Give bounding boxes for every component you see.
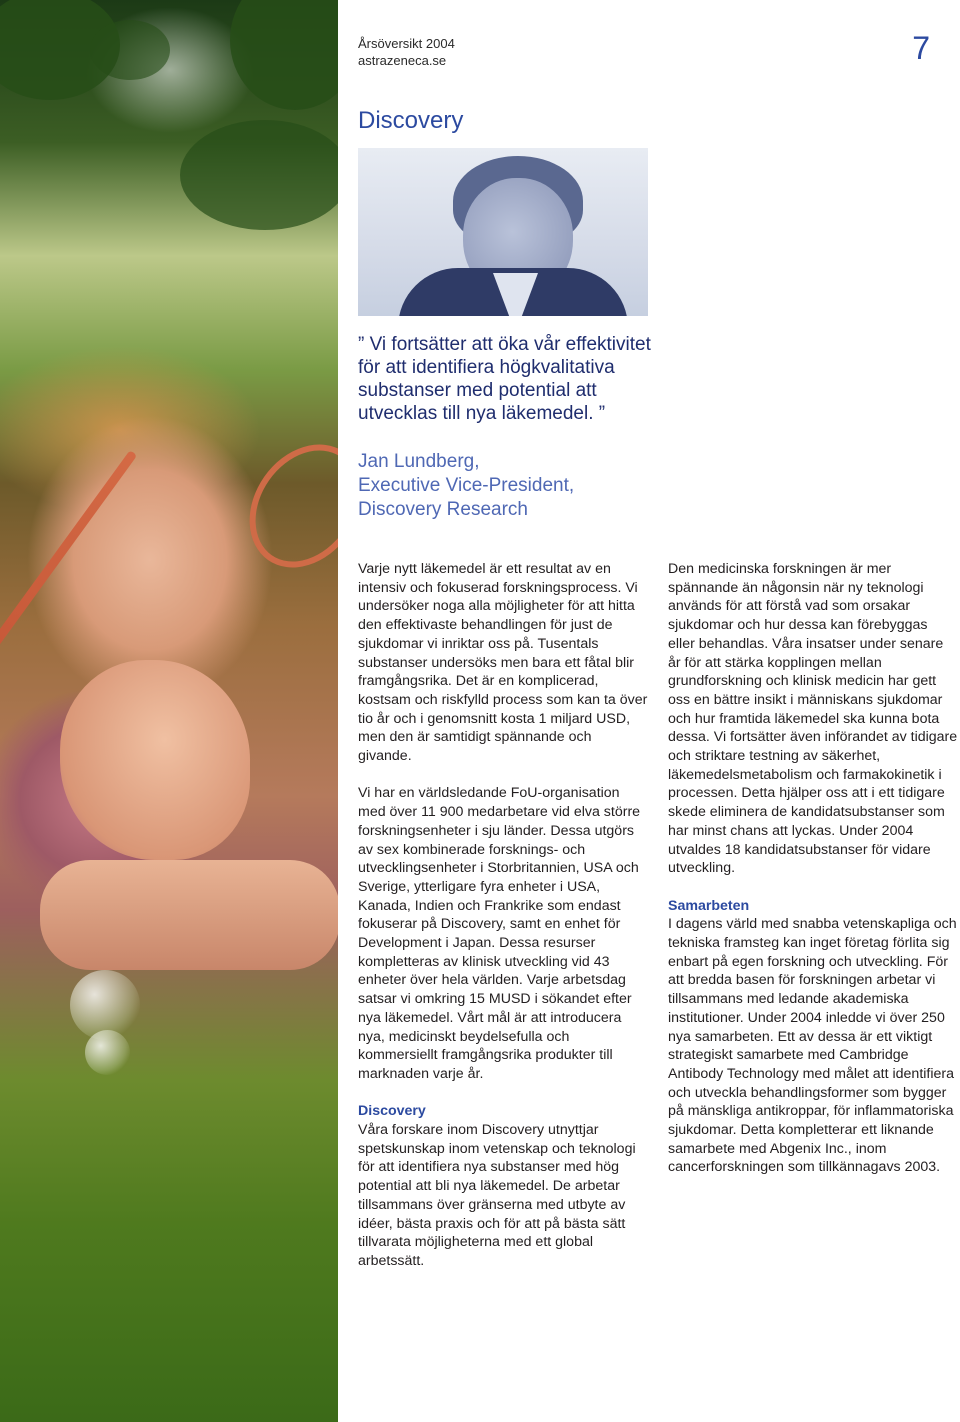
body-column-right	[668, 560, 958, 1196]
report-title: Årsöversikt 2004	[358, 36, 455, 51]
quote-author	[358, 450, 658, 522]
body-paragraph: Våra forskare inom Discovery utnyttjar spetskunskap inom vetenskap och teknologi för att identifiera nya substanser med hög potential att bli nya läkemedel. De arbetar tillsammans över gränserna med utbyte av idéer, bästa praxis och för att på bästa sätt tillvarata möjligheterna med ett global arbetssätt.	[358, 1122, 636, 1269]
author-line: Jan Lundberg,	[358, 451, 480, 472]
child-with-bubble-wand-photo	[0, 0, 338, 1422]
body-paragraph: Den medicinska forskningen är mer spännande än någonsin när ny teknologi används för att förstå vad som orsakar sjukdomar och hur dessa kan förebyggas eller behandlas. Våra insatser under senare år för att stärka kopplingen mellan grundforskning och klinisk medicin har gett oss en bättre insikt i människans sjukdomar och hur framtida läkemedel ska kunna bota dessa. Vi fortsätter även införandet av tidigare och striktare testning av säkerhet, läkemedelsmetabolism och farmakokinetik i processen. Detta hjälper oss att i ett tidigare skede eliminera de kandidatsubstanser som har minst chans att lyckas. Under 2004 utvaldes 18 kandidatsubstanser för vidare utveckling.	[668, 561, 958, 877]
author-line: Executive Vice-President,	[358, 475, 575, 496]
executive-portrait-photo	[358, 148, 648, 316]
body-paragraph: Varje nytt läkemedel är ett resultat av en intensiv och fokuserad forskningsprocess. Vi undersöker noga alla möjligheter för att hitta den effektivaste behandlingen för just de sjukdomar vi inriktar oss på. Tusentals substanser undersöks men bara ett fåtal blir framgångsrika. Det är en komplicerad, kostsam och riskfylld process som kan ta över tio år och i genomsnitt kosta 1 miljard USD, men den är samtidigt spännande och givande.	[358, 561, 648, 765]
page-number: 7	[912, 30, 930, 66]
website-link[interactable]: astrazeneca.se	[358, 53, 447, 68]
body-column-left	[358, 560, 648, 1289]
pull-quote: ” Vi fortsätter att öka vår effektivitet för att identifiera högkvalitativa substanser med potential att utvecklas till nya läkemedel. ”	[358, 334, 651, 424]
body-paragraph: Vi har en världsledande FoU-organisation med över 11 900 medarbetare vid elva större forskningsenheter i sju länder. Dessa utgörs av sex kombinerade forsknings- och utvecklingsenheter i Storbritannien, USA och Sverige, ytterligare fyra enheter i USA, Kanada, Indien och Frankrike som endast fokuserar på Discovery, samt en enhet för Development i Japan. Dessa resurser kompletteras av klinisk utveckling vid 43 enheter över hela världen. Varje arbetsdag satsar vi omkring 15 MUSD i sökandet efter nya läkemedel. Vårt mål är att introducera nya, medicinskt beydelsefulla och kommersiellt framgångsrika produkter till marknaden varje år.	[358, 785, 641, 1082]
report-header	[358, 35, 455, 69]
body-paragraph: I dagens värld med snabba vetenskapliga och tekniska framsteg kan inget företag förlita sig enbart på egen forskning och utveckling. För att bredda basen för forskningen arbetar vi tillsammans med ledande akademiska institutioner. Under 2004 inledde vi över 250 nya samarbeten. Ett av dessa är ett viktigt strategiskt samarbete med Cambridge Antibody Technology med målet att identifiera och utveckla behandlingsformer som bygger på mänskliga antikroppar, för inflammatoriska sjukdomar. Detta kompletterar ett liknande samarbete med Abgenix Inc., inom cancerforskningen som tillkännagavs 2003.	[668, 916, 957, 1176]
subheading-discovery: Discovery	[358, 1103, 426, 1120]
subheading-samarbeten: Samarbeten	[668, 897, 750, 914]
author-line: Discovery Research	[358, 499, 528, 520]
section-title: Discovery	[358, 107, 464, 134]
